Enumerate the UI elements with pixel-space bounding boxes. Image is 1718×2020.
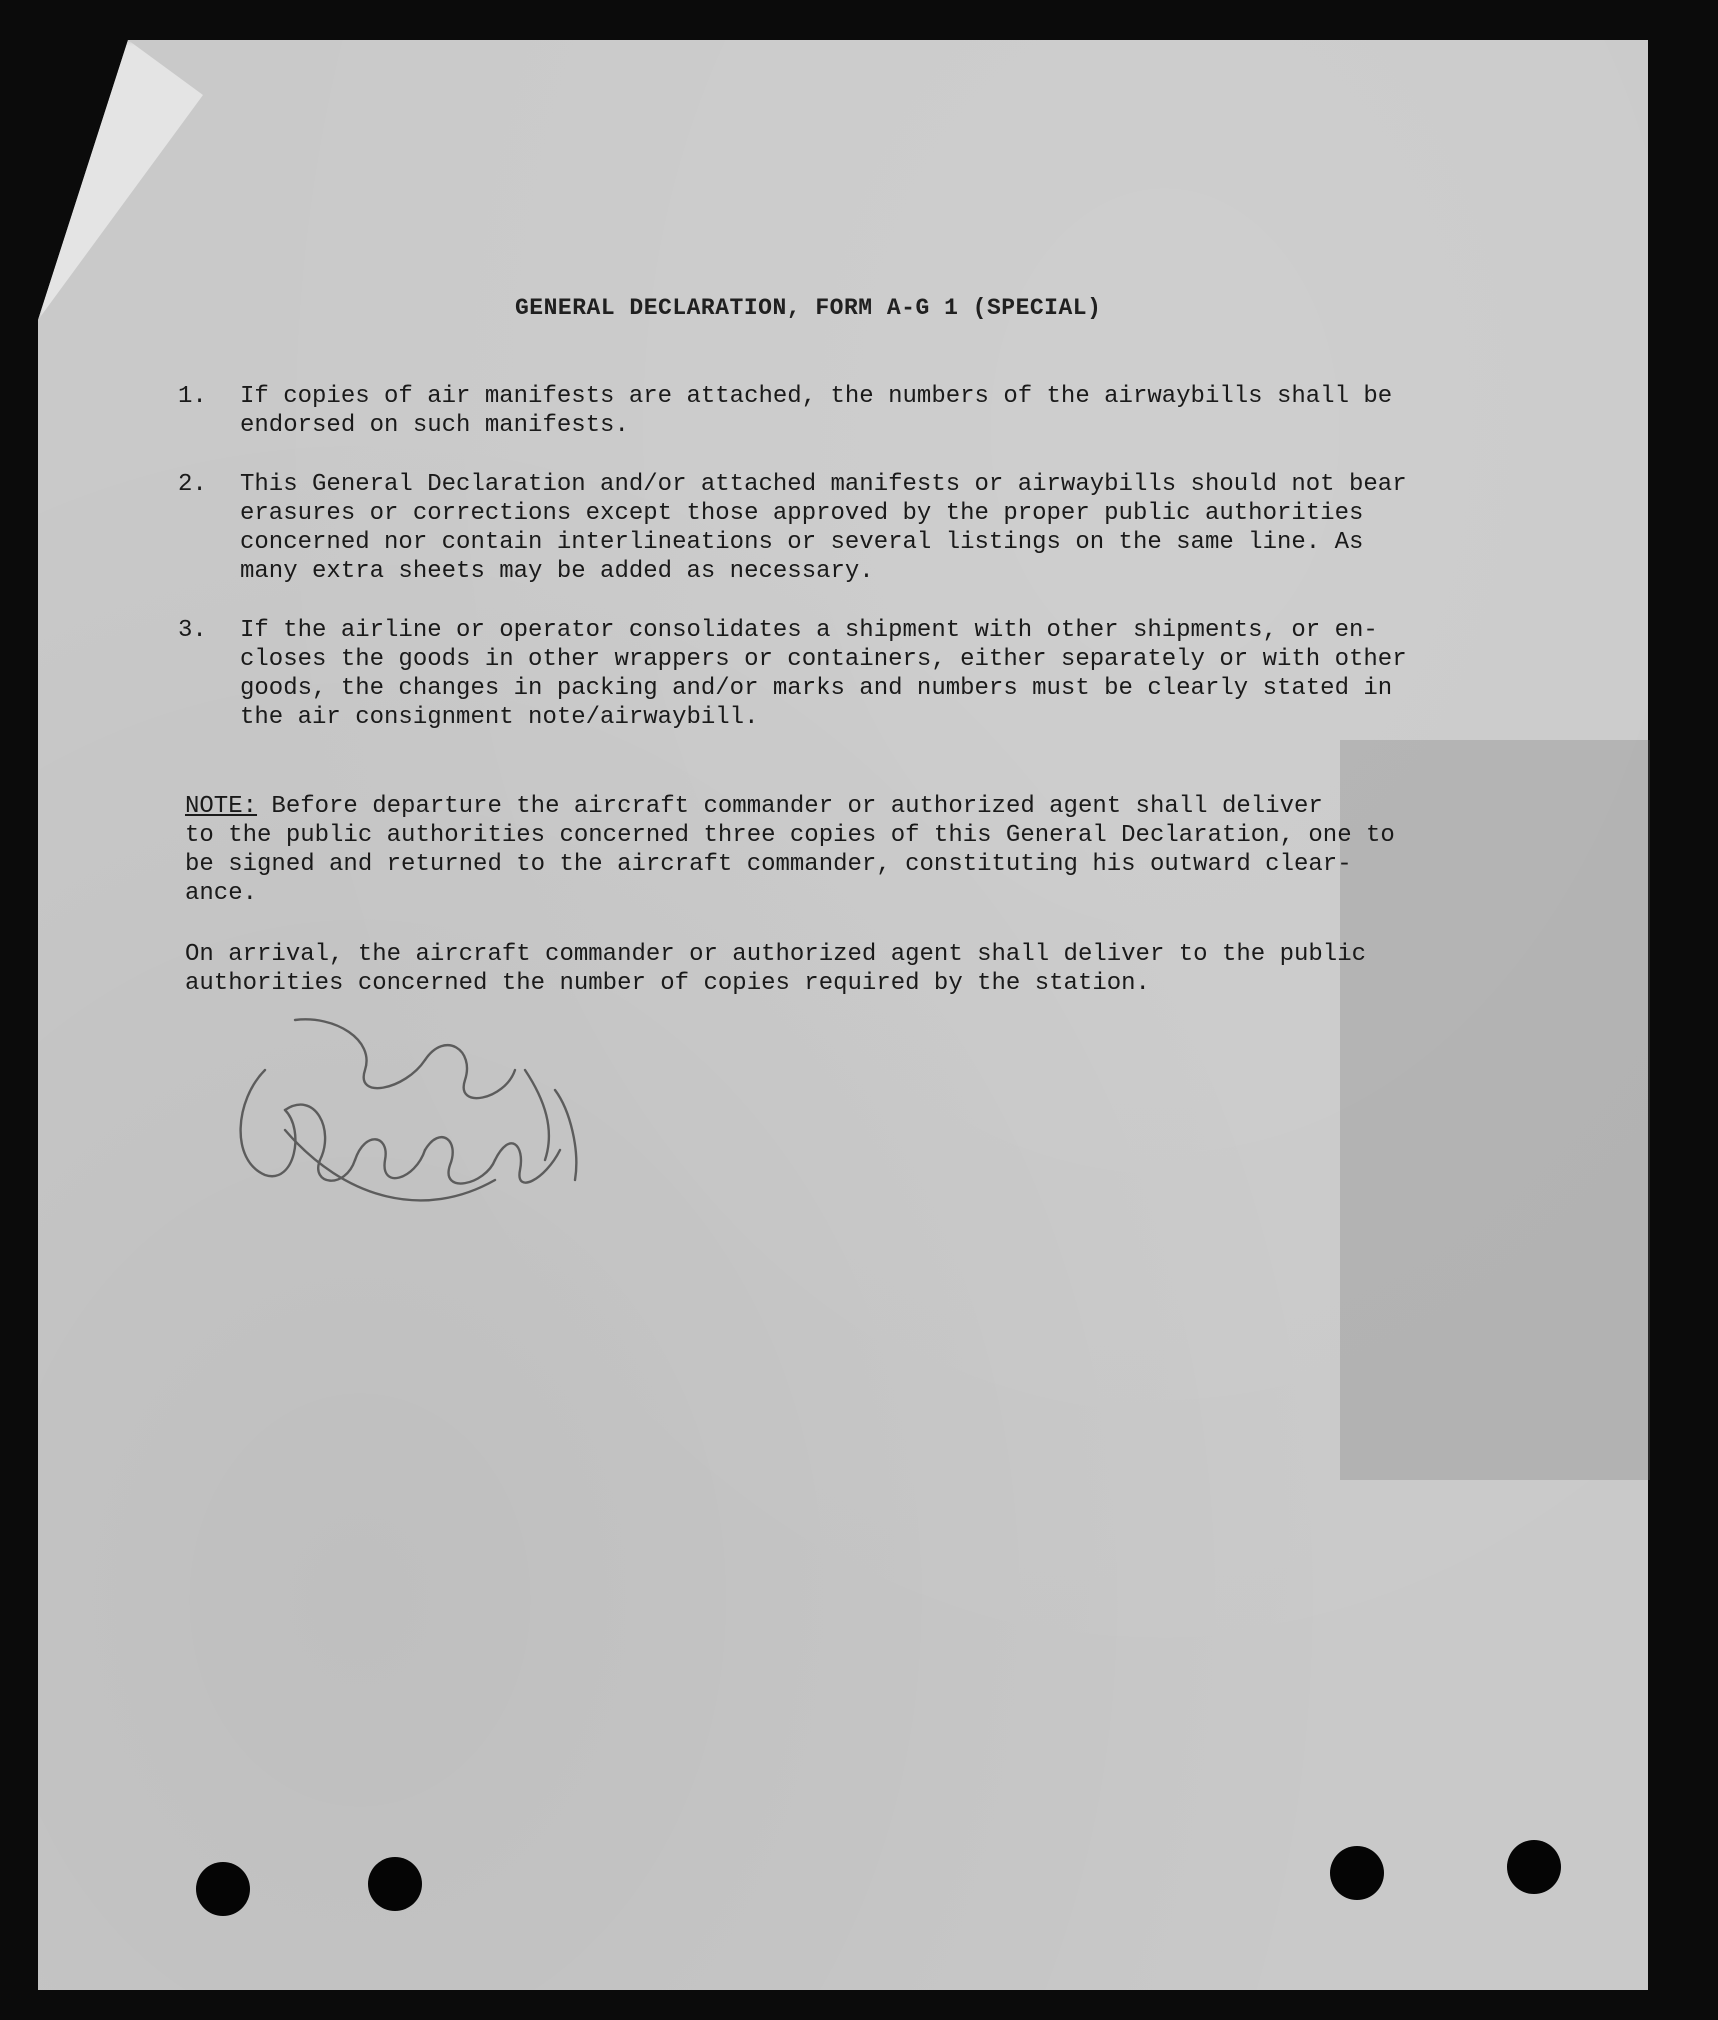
punch-hole (368, 1857, 422, 1911)
punch-hole (196, 1862, 250, 1916)
note-label: NOTE: (185, 793, 258, 820)
punch-hole (1507, 1840, 1561, 1894)
item-number: 2. (178, 471, 207, 498)
document-title: GENERAL DECLARATION, FORM A-G 1 (SPECIAL) (515, 295, 1102, 321)
item-number: 1. (178, 383, 207, 410)
item-number: 3. (178, 617, 207, 644)
punch-hole (1330, 1846, 1384, 1900)
handwritten-signature (225, 1010, 605, 1220)
note-text: Before departure the aircraft commander or authorized agent shall deliver to the public authorities concerned three copies of this General Declaration, one to be signed and returned to the aircraft commander, constituting his outward clear- ance. (185, 793, 1395, 907)
note-paragraph (185, 792, 1515, 908)
arrival-paragraph: On arrival, the aircraft commander or authorized agent shall deliver to the public authorities concerned the number of copies required by the station. (185, 941, 1366, 997)
item-text: If copies of air manifests are attached, the numbers of the airwaybills shall be endorsed on such manifests. (240, 383, 1393, 439)
item-text: If the airline or operator consolidates a shipment with other shipments, or en- closes the goods in other wrappers or containers, either separately or with other goods, the changes in packing and/or marks and numbers must be clearly stated in the air consignment note/airwaybill. (240, 617, 1407, 731)
item-text: This General Declaration and/or attached manifests or airwaybills should not bear erasures or corrections except those approved by the proper public authorities concerned nor contain interlineations or several listings on the same line. As many extra sheets may be added as necessary. (240, 471, 1407, 585)
